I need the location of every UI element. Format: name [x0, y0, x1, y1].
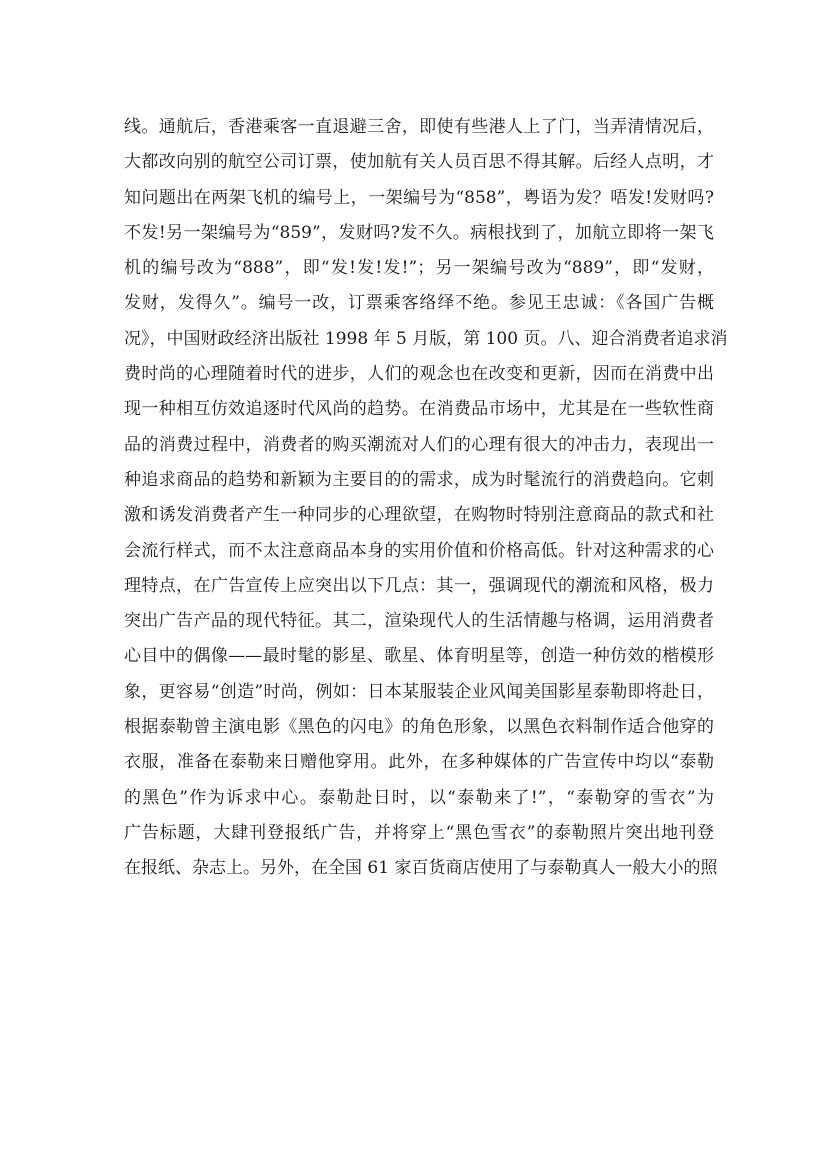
text-line: 象，更容易“创造”时尚，例如：日本某服装企业风闻美国影星泰勒即将赴日， — [124, 681, 714, 702]
text-line: 广告标题，大肆刊登报纸广告，并将穿上“黑色雪衣”的泰勒照片突出地刊登 — [124, 822, 714, 843]
text-line: 大都改向别的航空公司订票，使加航有关人员百思不得其解。后经人点明，才 — [124, 152, 714, 173]
text-line: 衣服，准备在泰勒来日赠他穿用。此外，在多种媒体的广告宣传中均以“泰勒 — [124, 752, 714, 773]
text-line: 不发!另一架编号为“859”，发财吗?发不久。病根找到了，加航立即将一架飞 — [124, 222, 714, 243]
text-line: 知问题出在两架飞机的编号上，一架编号为“858”，粤语为发？唔发!发财吗? — [124, 187, 714, 208]
text-line: 费时尚的心理随着时代的进步，人们的观念也在改变和更新，因而在消费中出 — [124, 364, 714, 385]
text-line: 种追求商品的趋势和新颖为主要目的的需求，成为时髦流行的消费趋向。它刺 — [124, 469, 714, 490]
text-line: 发财，发得久”。编号一改，订票乘客络绎不绝。参见王忠诚：《各国广告概 — [124, 293, 714, 314]
text-line: 理特点，在广告宣传上应突出以下几点：其一，强调现代的潮流和风格，极力 — [124, 575, 714, 596]
text-line: 机的编号改为“888”，即“发!发!发!”；另一架编号改为“889”，即“发财， — [124, 258, 714, 279]
text-line: 激和诱发消费者产生一种同步的心理欲望，在购物时特别注意商品的款式和社 — [124, 505, 714, 526]
text-line: 的黑色”作为诉求中心。泰勒赴日时，以“泰勒来了!”，“泰勒穿的雪衣”为 — [124, 787, 714, 808]
text-line: 会流行样式，而不太注意商品本身的实用价值和价格高低。针对这种需求的心 — [124, 540, 714, 561]
text-line: 况》，中国财政经济出版社 1998 年 5 月版，第 100 页。八、迎合消费者追求消 — [124, 328, 728, 349]
text-line: 品的消费过程中，消费者的购买潮流对人们的心理有很大的冲击力，表现出一 — [124, 434, 714, 455]
text-line: 心目中的偶像——最时髦的影星、歌星、体育明星等，创造一种仿效的楷模形 — [124, 646, 714, 667]
text-line: 根据泰勒曾主演电影《黑色的闪电》的角色形象，以黑色衣料制作适合他穿的 — [124, 717, 714, 738]
body-text — [124, 110, 728, 887]
text-line: 在报纸、杂志上。另外，在全国 61 家百货商店使用了与泰勒真人一般大小的照 — [124, 858, 718, 879]
text-line: 现一种相互仿效追逐时代风尚的趋势。在消费品市场中，尤其是在一些软性商 — [124, 399, 714, 420]
text-line: 线。通航后，香港乘客一直退避三舍，即使有些港人上了门，当弄清情况后， — [124, 117, 714, 137]
text-line: 突出广告产品的现代特征。其二，渲染现代人的生活情趣与格调，运用消费者 — [124, 611, 714, 632]
